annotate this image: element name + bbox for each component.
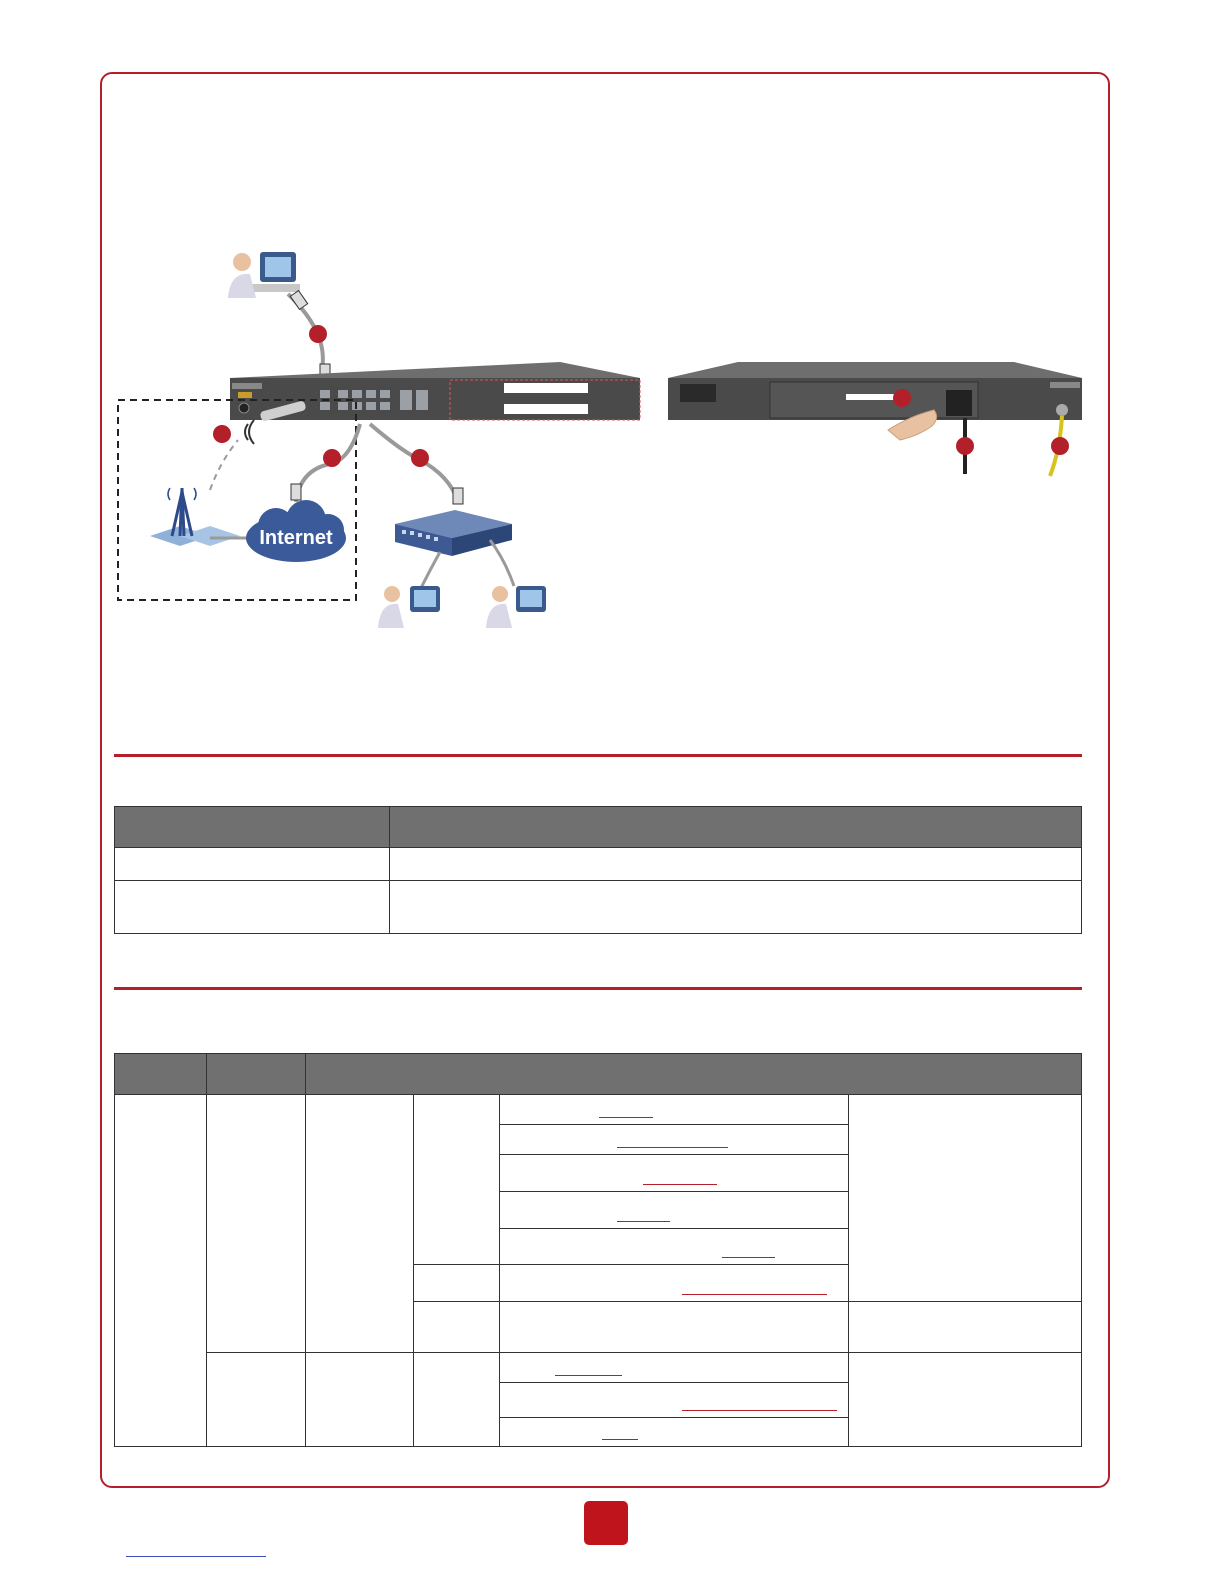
device-rear-panel <box>668 362 1082 420</box>
info-table <box>114 806 1082 934</box>
table-header-cell <box>115 1054 207 1095</box>
callout-1 <box>309 325 327 343</box>
callout-2 <box>213 425 231 443</box>
table-row <box>115 1353 1082 1383</box>
lan-switch-icon <box>395 510 512 556</box>
table-row <box>115 881 1082 934</box>
internet-cloud-icon <box>246 500 346 562</box>
cell-link[interactable] <box>555 1375 622 1376</box>
table-header-cell <box>207 1054 306 1095</box>
table-header-cell <box>390 807 1082 848</box>
table-row <box>115 1095 1082 1125</box>
section-divider <box>114 987 1082 990</box>
cell-link[interactable] <box>599 1117 653 1118</box>
wireless-access-region <box>118 400 356 600</box>
callout-5 <box>893 389 911 407</box>
cell-link[interactable] <box>617 1147 728 1148</box>
footer-link[interactable] <box>126 1556 266 1557</box>
callout-3 <box>323 449 341 467</box>
table-header-cell <box>306 1054 1082 1095</box>
pc-user-icon <box>228 252 300 298</box>
cell-link[interactable] <box>682 1294 827 1295</box>
cell-link[interactable] <box>617 1221 670 1222</box>
pc-user-icon <box>378 586 440 628</box>
callout-6 <box>956 437 974 455</box>
page-number-box <box>584 1501 628 1545</box>
wireless-signal-icon <box>245 420 254 444</box>
cell-link[interactable] <box>643 1184 717 1185</box>
cell-link[interactable] <box>682 1410 837 1411</box>
callout-4 <box>411 449 429 467</box>
table-row <box>115 848 1082 881</box>
cell-link[interactable] <box>602 1439 638 1440</box>
cell-link[interactable] <box>722 1257 775 1258</box>
spec-table <box>114 1053 1082 1447</box>
section-divider <box>114 754 1082 757</box>
pc-user-icon <box>486 586 546 628</box>
callout-7 <box>1051 437 1069 455</box>
table-header-cell <box>115 807 390 848</box>
installation-diagram <box>110 240 1090 640</box>
internet-cloud-label: Internet <box>259 527 333 549</box>
